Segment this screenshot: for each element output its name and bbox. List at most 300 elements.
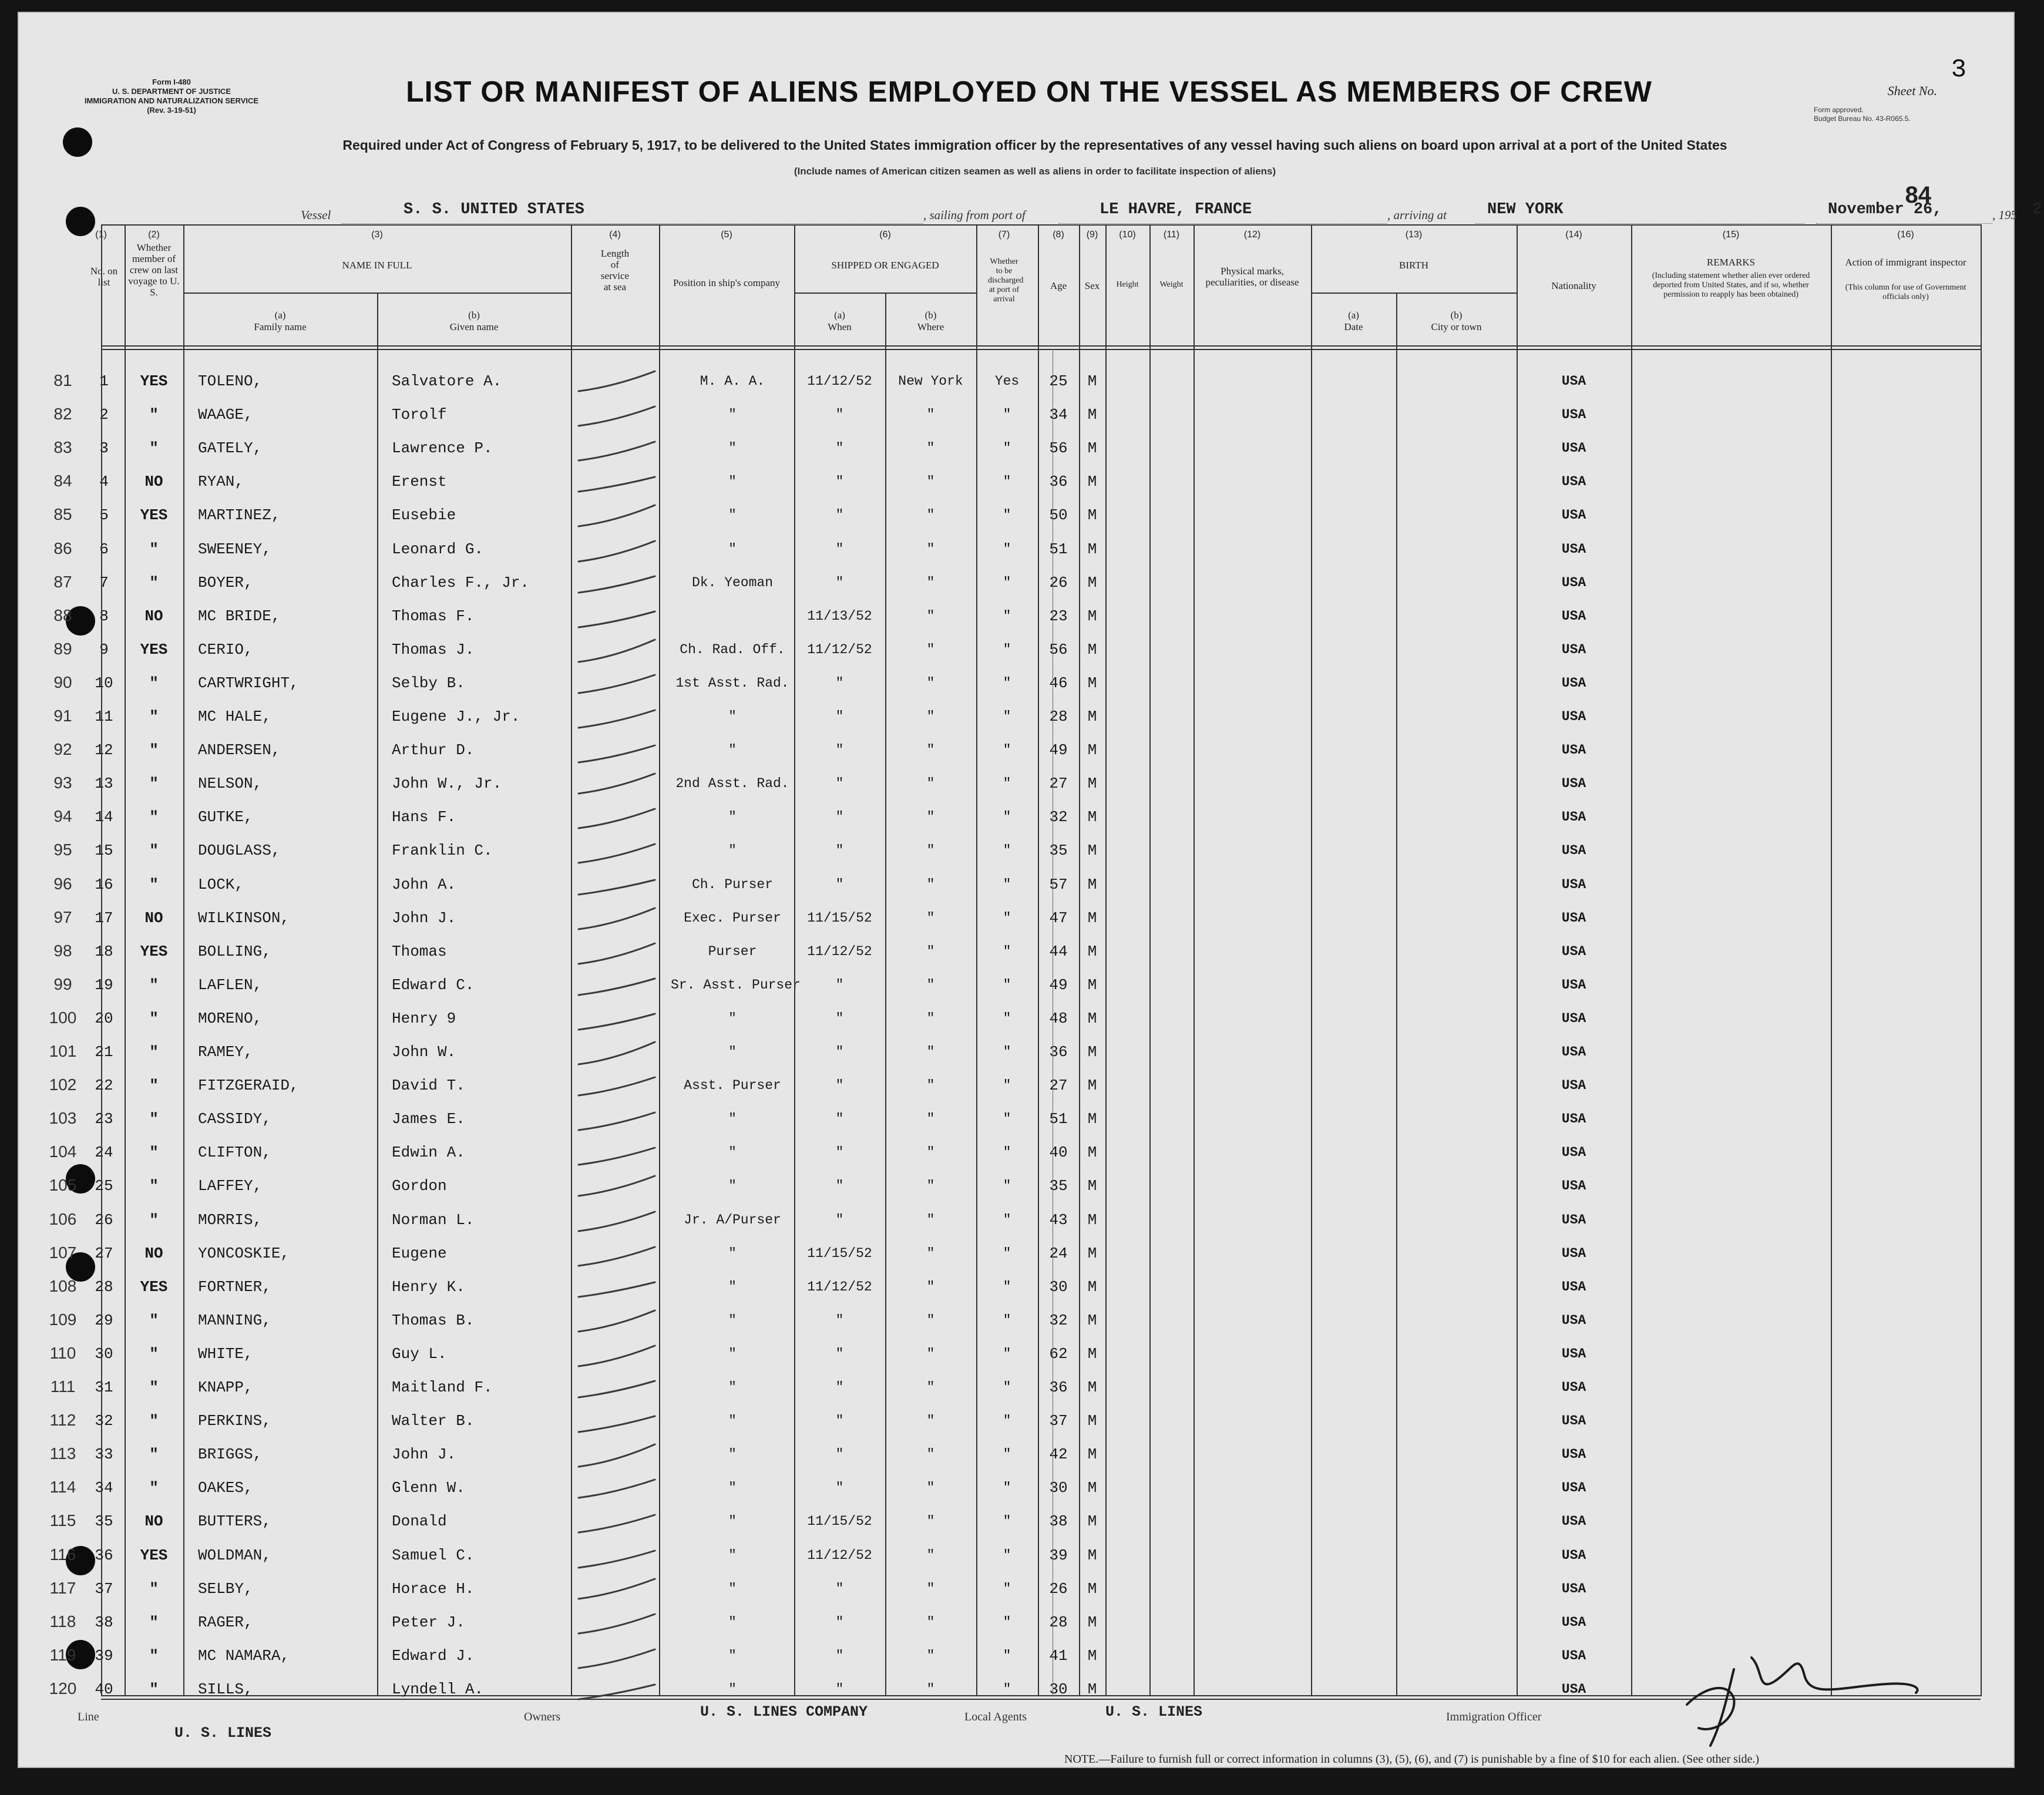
cell-nat: USA <box>1561 1010 1586 1026</box>
col-header-prev-voyage: Whether member of crew on last voyage to U. S. <box>128 242 180 298</box>
cell-prev: " <box>149 1479 159 1497</box>
crew-row <box>19 1204 2016 1238</box>
service-pen-stroke <box>574 1036 662 1070</box>
cell-tally: 116 <box>49 1545 76 1564</box>
cell-family: NELSON, <box>198 775 263 793</box>
cell-where: " <box>926 776 935 792</box>
cell-age: 36 <box>1049 1043 1068 1061</box>
cell-age: 56 <box>1049 640 1068 658</box>
cell-when: " <box>835 441 844 456</box>
cell-given: Thomas F. <box>392 607 475 625</box>
service-pen-stroke <box>574 1472 662 1505</box>
form-number: Form I-480 <box>152 78 191 86</box>
cell-nat: USA <box>1561 1346 1586 1362</box>
cell-nat: USA <box>1561 1245 1586 1261</box>
cell-prev: " <box>149 1177 159 1195</box>
cell-no: 38 <box>95 1613 113 1631</box>
col-remarks-note: (Including statement whether alien ever ordered deported from United States, and if so, whether permission to reapply has been obtained) <box>1652 271 1810 299</box>
cell-age: 47 <box>1049 909 1068 927</box>
cell-given: Franklin C. <box>392 842 493 860</box>
manifest-sheet <box>18 12 2042 1768</box>
cell-nat: USA <box>1561 474 1586 490</box>
cell-when: " <box>835 1145 844 1161</box>
agents-label: Local Agents <box>964 1710 1027 1723</box>
cell-age: 51 <box>1049 1110 1068 1128</box>
service-pen-stroke <box>574 969 662 1003</box>
cell-sex: M <box>1087 573 1097 591</box>
cell-family: KNAPP, <box>198 1379 253 1396</box>
cell-when: " <box>835 1111 844 1127</box>
cell-tally: 95 <box>53 841 72 859</box>
service-pen-stroke <box>574 600 662 634</box>
crew-row <box>19 634 2016 667</box>
cell-no: 3 <box>99 439 109 458</box>
col-sub-b: (b) <box>924 310 937 321</box>
column-rule <box>1517 224 1518 1696</box>
cell-position: Ch. Rad. Off. <box>680 641 785 657</box>
cell-tally: 89 <box>53 639 72 658</box>
cell-given: John J. <box>392 1446 456 1464</box>
cell-sex: M <box>1087 708 1097 725</box>
col-num: (7) <box>998 230 1010 240</box>
cell-when: " <box>835 574 844 590</box>
cell-when: " <box>835 541 844 557</box>
service-pen-stroke <box>574 1305 662 1338</box>
cell-tally: 113 <box>49 1444 76 1463</box>
cell-nat: USA <box>1561 1145 1586 1161</box>
cell-prev: " <box>149 1110 159 1128</box>
cell-disch: " <box>1003 1010 1011 1026</box>
cell-age: 44 <box>1049 942 1068 960</box>
cell-disch: " <box>1003 1145 1011 1161</box>
cell-position: " <box>728 1648 737 1663</box>
cell-family: SWEENEY, <box>198 540 271 558</box>
cell-disch: " <box>1003 709 1011 724</box>
cell-given: John W., Jr. <box>392 775 502 793</box>
cell-position: " <box>728 1279 737 1295</box>
crew-row <box>19 1539 2016 1573</box>
cell-when: " <box>835 1380 844 1395</box>
cell-where: " <box>926 1178 935 1194</box>
cell-position: 1st Asst. Rad. <box>675 675 789 691</box>
cell-no: 31 <box>95 1379 113 1396</box>
cell-disch: " <box>1003 1581 1011 1596</box>
crew-row <box>19 835 2016 868</box>
cell-no: 11 <box>95 708 113 725</box>
service-pen-stroke <box>574 1438 662 1472</box>
cell-family: FORTNER, <box>198 1278 271 1296</box>
cell-sex: M <box>1087 1077 1097 1095</box>
cell-position: " <box>728 1346 737 1362</box>
cell-nat: USA <box>1561 876 1586 892</box>
vessel-name: S. S. UNITED STATES <box>404 201 584 219</box>
cell-tally: 108 <box>49 1276 77 1295</box>
cell-prev: " <box>149 808 159 826</box>
cell-nat: USA <box>1561 1178 1586 1194</box>
cell-nat: USA <box>1561 541 1586 557</box>
col-header-family: Family name <box>254 321 307 332</box>
col-num: (13) <box>1405 230 1423 240</box>
cell-prev: " <box>149 708 159 725</box>
cell-nat: USA <box>1561 910 1586 926</box>
cell-family: LOCK, <box>198 875 244 893</box>
cell-position: Asst. Purser <box>684 1078 781 1094</box>
cell-tally: 104 <box>49 1142 77 1161</box>
service-pen-stroke <box>574 936 662 969</box>
cell-tally: 94 <box>53 807 72 826</box>
cell-sex: M <box>1087 640 1097 658</box>
cell-when: " <box>835 1648 844 1663</box>
cell-nat: USA <box>1561 608 1586 624</box>
cell-no: 15 <box>95 842 113 860</box>
crew-row <box>19 667 2016 701</box>
crew-row <box>19 1372 2016 1405</box>
cell-prev: " <box>149 1311 159 1329</box>
cell-given: Leonard G. <box>392 540 484 558</box>
column-rule <box>1194 224 1195 1696</box>
column-rule <box>976 224 977 1696</box>
service-pen-stroke <box>574 1137 662 1170</box>
service-pen-stroke <box>574 768 662 801</box>
cell-nat: USA <box>1561 709 1586 724</box>
cell-family: WHITE, <box>198 1344 253 1363</box>
cell-where: " <box>926 876 935 892</box>
crew-row <box>19 1505 2016 1539</box>
cell-when: " <box>835 1212 844 1228</box>
column-rule <box>571 224 572 1696</box>
cell-disch: " <box>1003 910 1011 926</box>
service: IMMIGRATION AND NATURALIZATION SERVICE <box>84 96 259 105</box>
cell-no: 28 <box>95 1278 113 1296</box>
cell-nat: USA <box>1561 1380 1586 1395</box>
cell-tally: 114 <box>49 1478 76 1497</box>
cell-age: 30 <box>1049 1278 1068 1296</box>
cell-prev: " <box>149 573 159 591</box>
cell-when: " <box>835 843 844 859</box>
officer-label: Immigration Officer <box>1446 1710 1542 1723</box>
cell-prev: " <box>149 976 159 994</box>
crew-row <box>19 902 2016 936</box>
cell-disch: " <box>1003 776 1011 792</box>
cell-when: " <box>835 1346 844 1362</box>
cell-given: Eugene <box>392 1244 447 1262</box>
cell-age: 50 <box>1049 506 1068 525</box>
cell-position: " <box>728 1312 737 1328</box>
cell-nat: USA <box>1561 507 1586 523</box>
cell-family: WAAGE, <box>198 406 253 424</box>
cell-disch: " <box>1003 474 1011 490</box>
cell-prev: " <box>149 406 159 424</box>
service-pen-stroke <box>574 1640 662 1673</box>
column-rule <box>1105 224 1107 1696</box>
service-pen-stroke <box>574 1405 662 1438</box>
cell-given: Charles F., Jr. <box>392 573 530 591</box>
service-pen-stroke <box>574 1539 662 1573</box>
cell-given: Edward J. <box>392 1646 475 1665</box>
cell-position: Exec. Purser <box>684 910 781 926</box>
cell-no: 29 <box>95 1311 113 1329</box>
service-pen-stroke <box>574 1103 662 1137</box>
arrival-date: November 26, <box>1828 201 1942 219</box>
cell-when: " <box>835 1681 844 1697</box>
cell-nat: USA <box>1561 1547 1586 1563</box>
cell-nat: USA <box>1561 1078 1586 1094</box>
cell-position: " <box>728 1044 737 1060</box>
cell-nat: USA <box>1561 1044 1586 1060</box>
cell-where: " <box>926 441 935 456</box>
col-header-given: Given name <box>449 321 499 332</box>
cell-when: " <box>835 1413 844 1429</box>
col-sub-b: (b) <box>1450 310 1463 321</box>
instruction-subtitle: (Include names of American citizen seamen as well as aliens in order to facilitate inspection of aliens) <box>794 166 1276 177</box>
owners-value: U. S. LINES COMPANY <box>700 1703 868 1720</box>
cell-sex: M <box>1087 942 1097 960</box>
cell-given: David T. <box>392 1077 465 1095</box>
cell-position: " <box>728 1614 737 1630</box>
cell-given: John W. <box>392 1043 456 1061</box>
col-header-where: Where <box>917 321 944 332</box>
cell-position: " <box>728 407 737 423</box>
cell-age: 28 <box>1049 708 1068 725</box>
cell-family: RAMEY, <box>198 1043 253 1061</box>
cell-no: 6 <box>99 540 109 558</box>
cell-position: " <box>728 1010 737 1026</box>
cell-when: " <box>835 876 844 892</box>
cell-age: 46 <box>1049 674 1068 692</box>
cell-family: CLIFTON, <box>198 1144 271 1162</box>
cell-position: M. A. A. <box>700 374 765 389</box>
cell-tally: 81 <box>53 371 72 389</box>
cell-given: Thomas <box>392 942 447 960</box>
column-rule <box>1149 224 1151 1696</box>
column-rule <box>1396 293 1397 1696</box>
cell-where: " <box>926 1010 935 1026</box>
cell-prev: " <box>149 1446 159 1464</box>
col-sub-b: (b) <box>468 310 480 321</box>
cell-where: " <box>926 709 935 724</box>
cell-no: 30 <box>95 1344 113 1363</box>
service-pen-stroke <box>574 466 662 499</box>
cell-prev: NO <box>144 1512 163 1531</box>
cell-when: " <box>835 507 844 523</box>
cell-given: Torolf <box>392 406 447 424</box>
cell-tally: 86 <box>53 539 72 557</box>
cell-no: 2 <box>99 406 109 424</box>
cell-no: 10 <box>95 674 113 692</box>
col-num: (3) <box>371 230 383 240</box>
cell-no: 25 <box>95 1177 113 1195</box>
cell-family: OAKES, <box>198 1479 253 1497</box>
crew-row <box>19 1271 2016 1305</box>
cell-when: " <box>835 1312 844 1328</box>
cell-sex: M <box>1087 372 1097 390</box>
crew-row <box>19 1438 2016 1472</box>
cell-prev: " <box>149 1646 159 1665</box>
cell-given: Eusebie <box>392 506 456 525</box>
service-pen-stroke <box>574 399 662 432</box>
cell-position: Sr. Asst. Purser <box>671 977 801 993</box>
service-pen-stroke <box>574 1271 662 1305</box>
cell-position: " <box>728 1111 737 1127</box>
cell-given: John A. <box>392 875 456 893</box>
cell-no: 17 <box>95 909 113 927</box>
column-rule <box>1079 224 1080 1696</box>
cell-sex: M <box>1087 1646 1097 1665</box>
cell-tally: 93 <box>53 774 72 792</box>
cell-tally: 101 <box>49 1042 77 1060</box>
col-sub-a: (a) <box>834 310 845 321</box>
cell-given: Lawrence P. <box>392 439 493 458</box>
line-value: U. S. LINES <box>174 1725 272 1742</box>
cell-tally: 115 <box>49 1511 76 1530</box>
service-pen-stroke <box>574 634 662 667</box>
cell-nat: USA <box>1561 1413 1586 1429</box>
service-pen-stroke <box>574 1003 662 1036</box>
col-num: (9) <box>1086 230 1098 240</box>
cell-tally: 118 <box>49 1612 76 1631</box>
cell-tally: 90 <box>53 673 72 691</box>
cell-sex: M <box>1087 976 1097 994</box>
cell-age: 35 <box>1049 1177 1068 1195</box>
cell-when: " <box>835 1447 844 1463</box>
cell-given: Erenst <box>392 473 447 491</box>
cell-family: MORRIS, <box>198 1211 263 1229</box>
cell-where: " <box>926 574 935 590</box>
cell-family: BOYER, <box>198 573 253 591</box>
cell-tally: 85 <box>53 505 72 524</box>
cell-age: 39 <box>1049 1546 1068 1564</box>
handwritten-number: 84 <box>1905 182 1931 208</box>
cell-disch: " <box>1003 1447 1011 1463</box>
cell-family: RAGER, <box>198 1613 253 1631</box>
cell-position: Dk. Yeoman <box>691 574 774 590</box>
sheet-label: Sheet No. <box>1887 83 1937 98</box>
cell-sex: M <box>1087 1211 1097 1229</box>
cell-sex: M <box>1087 808 1097 826</box>
cell-no: 33 <box>95 1446 113 1464</box>
col-header-name: NAME IN FULL <box>342 260 412 271</box>
cell-age: 36 <box>1049 1379 1068 1396</box>
cell-age: 51 <box>1049 540 1068 558</box>
cell-nat: USA <box>1561 809 1586 825</box>
cell-where: " <box>926 1145 935 1161</box>
cell-position: " <box>728 1581 737 1596</box>
crew-row <box>19 1238 2016 1271</box>
cell-disch: " <box>1003 1681 1011 1697</box>
cell-where: " <box>926 1413 935 1429</box>
col-header-no: No. on list <box>90 265 118 288</box>
service-pen-stroke <box>574 701 662 734</box>
cell-sex: M <box>1087 1043 1097 1061</box>
cell-disch: " <box>1003 809 1011 825</box>
cell-disch: " <box>1003 1212 1011 1228</box>
col-header-remarks: REMARKS <box>1706 257 1756 268</box>
cell-nat: USA <box>1561 1447 1586 1463</box>
crew-row <box>19 869 2016 902</box>
cell-sex: M <box>1087 439 1097 458</box>
col-header-when: When <box>828 321 852 332</box>
cell-when: " <box>835 675 844 691</box>
cell-family: WILKINSON, <box>198 909 290 927</box>
cell-prev: NO <box>144 909 163 927</box>
cell-position: Ch. Purser <box>691 876 774 892</box>
punch-hole <box>63 127 92 157</box>
cell-nat: USA <box>1561 1581 1586 1596</box>
cell-tally: 84 <box>53 472 72 490</box>
cell-nat: USA <box>1561 977 1586 993</box>
column-rule <box>377 293 378 1696</box>
cell-no: 26 <box>95 1211 113 1229</box>
cell-sex: M <box>1087 842 1097 860</box>
cell-age: 43 <box>1049 1211 1068 1229</box>
cell-age: 32 <box>1049 1311 1068 1329</box>
col-header-nationality: Nationality <box>1551 280 1596 291</box>
cell-given: Henry 9 <box>392 1009 456 1027</box>
service-pen-stroke <box>574 1170 662 1204</box>
cell-sex: M <box>1087 1144 1097 1162</box>
cell-where: " <box>926 742 935 758</box>
crew-row <box>19 1003 2016 1036</box>
col-header-position: Position in ship's company <box>673 277 781 288</box>
cell-prev: YES <box>140 1278 168 1296</box>
cell-nat: USA <box>1561 1212 1586 1228</box>
cell-prev: YES <box>140 506 168 525</box>
service-pen-stroke <box>574 667 662 701</box>
cell-age: 28 <box>1049 1613 1068 1631</box>
cell-no: 16 <box>95 875 113 893</box>
column-rule <box>1981 224 1982 1696</box>
column-rule <box>794 224 795 1696</box>
crew-row <box>19 1405 2016 1438</box>
cell-family: CERIO, <box>198 640 253 658</box>
cell-prev: " <box>149 1009 159 1027</box>
cell-prev: " <box>149 1680 159 1698</box>
cell-position: " <box>728 1380 737 1395</box>
cell-age: 24 <box>1049 1244 1068 1262</box>
page-title: LIST OR MANIFEST OF ALIENS EMPLOYED ON THE VESSEL AS MEMBERS OF CREW <box>406 75 1652 108</box>
column-rule <box>1631 224 1632 1696</box>
cell-given: Hans F. <box>392 808 456 826</box>
cell-tally: 120 <box>49 1679 77 1697</box>
col-num: (5) <box>721 230 732 240</box>
cell-where: " <box>926 507 935 523</box>
cell-position: " <box>728 441 737 456</box>
cell-tally: 88 <box>53 606 72 624</box>
cell-where: " <box>926 407 935 423</box>
cell-no: 5 <box>99 506 109 525</box>
col-sub-a: (a) <box>274 310 286 321</box>
crew-row <box>19 1103 2016 1137</box>
crew-row <box>19 1338 2016 1372</box>
cell-tally: 111 <box>50 1377 76 1396</box>
approval-note <box>1814 106 1972 123</box>
cell-when: 11/15/52 <box>807 910 872 926</box>
cell-when: " <box>835 1581 844 1596</box>
cell-when: 11/15/52 <box>807 1245 872 1261</box>
service-pen-stroke <box>574 835 662 868</box>
cell-disch: " <box>1003 1245 1011 1261</box>
column-rule <box>1311 224 1312 1696</box>
cell-given: Edwin A. <box>392 1144 465 1162</box>
arriving-label: , arriving at <box>1387 208 1447 222</box>
cell-disch: " <box>1003 407 1011 423</box>
cell-nat: USA <box>1561 1614 1586 1630</box>
cell-disch: " <box>1003 541 1011 557</box>
cell-nat: USA <box>1561 675 1586 691</box>
cell-nat: USA <box>1561 1681 1586 1697</box>
cell-when: " <box>835 977 844 993</box>
cell-disch: " <box>1003 507 1011 523</box>
